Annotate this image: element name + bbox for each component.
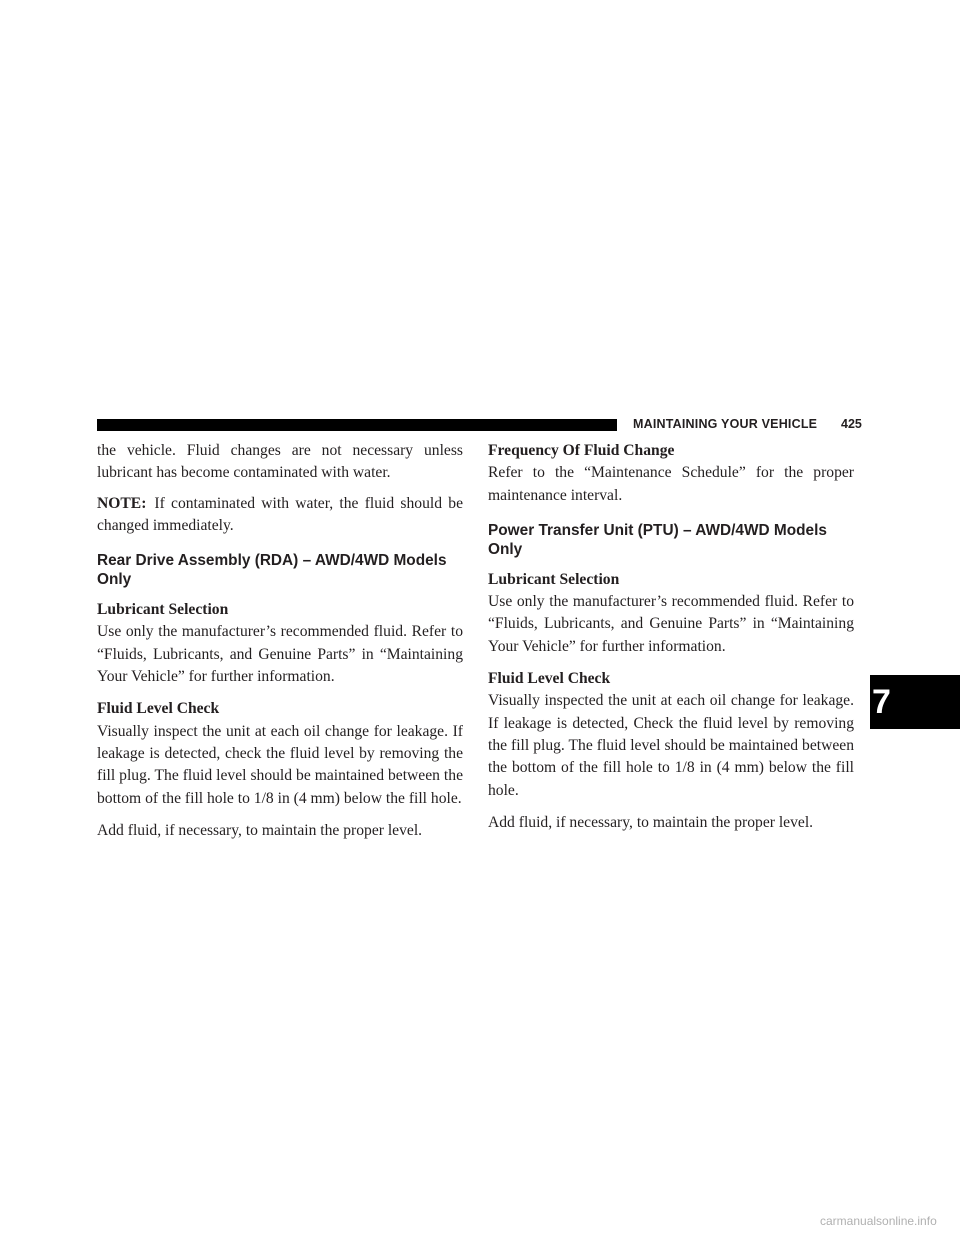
ptu-lubricant-text: Use only the manufacturer’s recommended fluid. Refer to “Fluids, Lubricants, and Genuine Parts” in “Maintaining Your Vehicle” for further information. (488, 593, 854, 655)
ptu-section-title: Power Transfer Unit (PTU) – AWD/4WD Models Only (488, 521, 827, 558)
ptu-lubricant-heading: Lubricant Selection (488, 570, 620, 588)
rda-lubricant-heading: Lubricant Selection (97, 601, 229, 619)
rda-section-title: Rear Drive Assembly (RDA) – AWD/4WD Models Only (97, 552, 447, 589)
intro-paragraph: the vehicle. Fluid changes are not necessary unless lubricant has become contaminated with water. (97, 442, 463, 482)
ptu-level-heading: Fluid Level Check (488, 670, 611, 688)
rda-lubricant-text: Use only the manufacturer’s recommended fluid. Refer to “Fluids, Lubricants, and Genuine Parts” in “Maintaining Your Vehicle” for further information. (97, 623, 463, 686)
note-label: NOTE: (97, 494, 147, 512)
note-text: If contaminated with water, the fluid should be changed immediately. (97, 494, 463, 534)
right-column (488, 440, 854, 844)
note-paragraph (97, 493, 463, 538)
frequency-text: Refer to the “Maintenance Schedule” for the proper maintenance interval. (488, 464, 854, 504)
left-column (97, 440, 463, 852)
chapter-tab: 7 (870, 675, 960, 729)
watermark-text: carmanualsonline.info (820, 1214, 937, 1228)
rda-level-text: Visually inspect the unit at each oil change for leakage. If leakage is detected, check the fluid level by removing the fill plug. The fluid level should be maintained between the bottom of the fill hole to 1/8 in (4 mm) below the fill hole. (97, 722, 463, 807)
section-header-title: MAINTAINING YOUR VEHICLE (633, 417, 818, 431)
frequency-heading: Frequency Of Fluid Change (488, 442, 675, 459)
rda-add-text: Add fluid, if necessary, to maintain the proper level. (97, 821, 423, 839)
rda-level-heading: Fluid Level Check (97, 700, 220, 718)
ptu-level-text: Visually inspected the unit at each oil change for leakage. If leakage is detected, Check the fluid level by removing the fill plug. The fluid level should be maintained between the bottom of the fill hole to 1/8 in (4 mm) below the fill hole. (488, 692, 854, 799)
ptu-add-text: Add fluid, if necessary, to maintain the proper level. (488, 813, 814, 831)
header-rule (97, 419, 617, 431)
page-number: 425 (841, 417, 862, 431)
